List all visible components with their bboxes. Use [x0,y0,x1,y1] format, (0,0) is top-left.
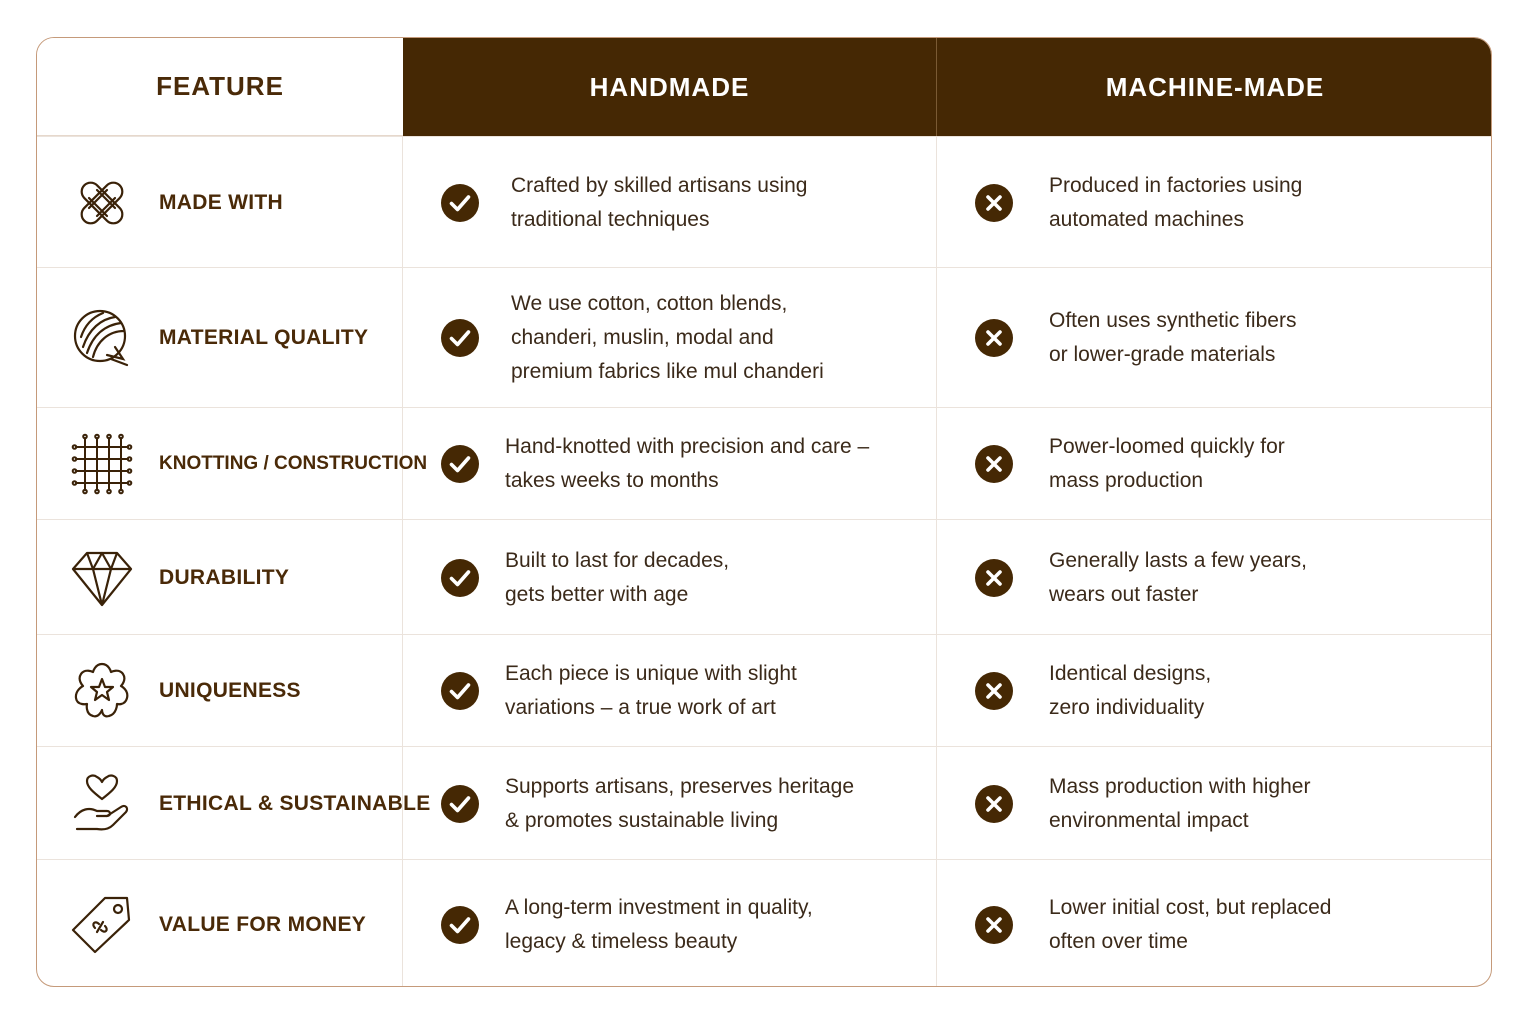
weave-threads-icon [71,172,133,234]
machine-cell [937,747,1492,860]
feature-label: ETHICAL & SUSTAINABLE [159,791,431,815]
cross-icon [975,785,1013,823]
check-icon [441,319,479,357]
machine-cell [937,635,1492,747]
machine-cell [937,520,1492,635]
handmade-cell [403,747,937,860]
table-row-durability [37,519,1491,635]
machine-cell [937,860,1492,987]
machine-text: Lower initial cost, but replaced often over time [1049,895,1332,953]
check-icon [441,672,479,710]
cross-icon [975,672,1013,710]
handmade-text: Each piece is unique with slight variations – a true work of art [505,662,797,719]
machine-text: Generally lasts a few years, wears out faster [1049,548,1307,606]
handmade-cell [403,408,937,520]
machine-cell [937,408,1492,520]
table-row-made-with [37,136,1491,268]
table-row-material-quality [37,267,1491,408]
check-icon [441,445,479,483]
handmade-text: A long-term investment in quality, legacy & timeless beauty [505,895,813,953]
table-row-ethical [37,746,1491,860]
feature-label: MATERIAL QUALITY [159,326,369,349]
handmade-text: Supports artisans, preserves heritage & promotes sustainable living [505,774,855,832]
comparison-table [36,37,1492,987]
check-icon [441,785,479,823]
feature-cell [37,747,431,860]
machine-text: Mass production with higher environmental impact [1049,774,1311,832]
feature-label: UNIQUENESS [159,679,301,702]
grid-knot-icon [71,433,133,495]
handmade-text: Hand-knotted with precision and care – takes weeks to months [505,435,870,492]
machine-cell [937,268,1492,408]
machine-text: Often uses synthetic fibers or lower-grade materials [1049,309,1297,366]
table-row-value [37,859,1491,987]
cross-icon [975,184,1013,222]
table-row-uniqueness [37,634,1491,747]
handmade-text: We use cotton, cotton blends, chanderi, muslin, modal and premium fabrics like mul chanderi [511,292,824,383]
diamond-icon [71,547,133,609]
yarn-ball-icon [71,307,133,369]
feature-cell [37,268,403,408]
header-machine-made: MACHINE-MADE [937,38,1492,136]
cross-icon [975,445,1013,483]
handmade-cell [403,137,937,268]
feature-label: DURABILITY [159,565,290,589]
handmade-cell [403,635,937,747]
check-icon [441,559,479,597]
handmade-text: Built to last for decades, gets better with age [505,548,730,606]
feature-cell [37,860,403,987]
price-tag-icon [71,894,133,956]
check-icon [441,184,479,222]
feature-cell [37,137,403,268]
machine-text: Identical designs, zero individuality [1049,662,1212,719]
handmade-cell [403,268,937,408]
header-handmade: HANDMADE [403,38,937,136]
table-header [37,38,1491,136]
cross-icon [975,906,1013,944]
check-icon [441,906,479,944]
header-feature: FEATURE [37,38,403,136]
flower-star-icon [71,660,133,722]
table-row-knotting [37,407,1491,520]
handmade-text: Crafted by skilled artisans using traditional techniques [511,173,808,231]
heart-hand-icon [71,773,133,835]
machine-cell [937,137,1492,268]
machine-text: Power-loomed quickly for mass production [1049,435,1285,492]
feature-cell [37,408,428,520]
cross-icon [975,319,1013,357]
handmade-cell [403,860,937,987]
handmade-cell [403,520,937,635]
cross-icon [975,559,1013,597]
feature-cell [37,635,403,747]
feature-label: KNOTTING / CONSTRUCTION [159,453,428,474]
feature-label: MADE WITH [159,190,284,214]
feature-label: VALUE FOR MONEY [159,912,367,936]
machine-text: Produced in factories using automated machines [1049,173,1303,231]
feature-cell [37,520,403,635]
